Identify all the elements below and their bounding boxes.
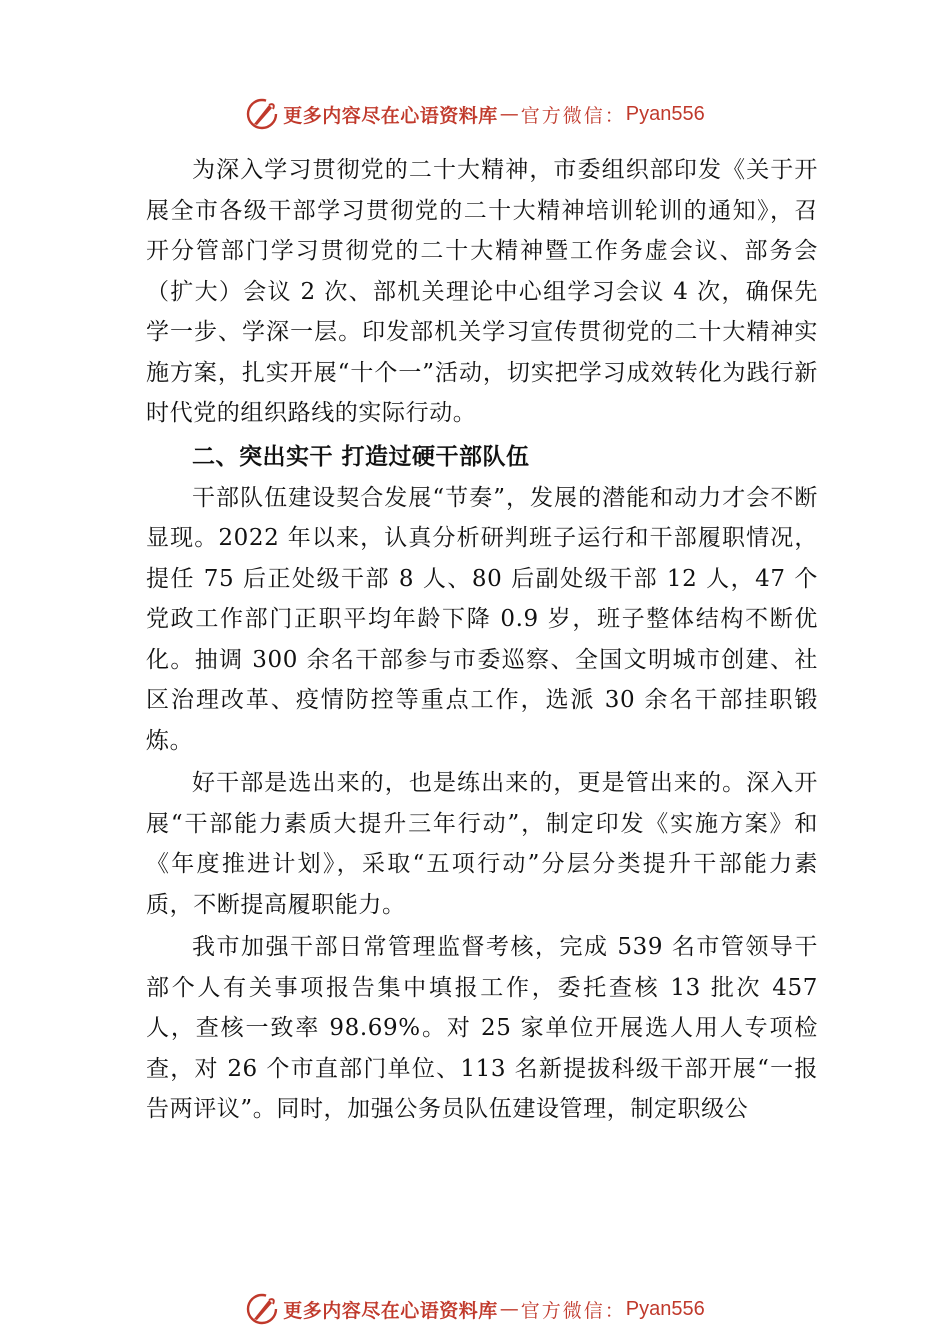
footer-brand-text: 更多内容尽在心语资料库 (283, 1299, 498, 1322)
quill-pen-logo-icon (245, 1292, 279, 1326)
paragraph-cadre-team: 干部队伍建设契合发展“节奏”，发展的潜能和动力才会不断显现。2022 年以来，认真分析研判班子运行和干部履职情况，提任 75 后正处级干部 8 人、80 后副处级干部 12 人，47 个党政工作部门正职平均年龄下降 0.9 岁，班子整体结构不断优化。抽调 300 余名干部参与市委巡察、全国文明城市创建、社区治理改革、疫情防控等重点工作，选派 30 余名干部挂职锻炼。 (146, 484, 818, 754)
document-body (146, 150, 818, 1130)
header-banner (0, 94, 950, 134)
quill-pen-logo-icon (245, 97, 279, 131)
footer-banner (0, 1289, 950, 1329)
footer-official-label: 官方微信： (520, 1299, 626, 1322)
banner-wechat-id: Pyan556 (625, 102, 705, 125)
paragraph-good-cadres: 好干部是选出来的，也是练出来的，更是管出来的。深入开展“干部能力素质大提升三年行动”，制定印发《实施方案》和《年度推进计划》，采取“五项行动”分层分类提升干部能力素质，不断提高履职能力。 (146, 770, 818, 918)
footer-dash: — (499, 1298, 519, 1320)
paragraph-supervision: 我市加强干部日常管理监督考核，完成 539 名市管领导干部个人有关事项报告集中填报工作，委托查核 13 批次 457 人，查核一致率 98.69%。对 25 家单位开展选人用人专项检查，对 26 个市直部门单位、113 名新提拔科级干部开展“一报告两评议”。同时，加强公务员队伍建设管理，制定职级公 (146, 934, 818, 1122)
footer-wechat-id: Pyan556 (625, 1297, 705, 1320)
paragraph-study-spirit: 为深入学习贯彻党的二十大精神，市委组织部印发《关于开展全市各级干部学习贯彻党的二十大精神培训轮训的通知》，召开分管部门学习贯彻党的二十大精神暨工作务虚会议、部务会（扩大）会议 2 次、部机关理论中心组学习会议 4 次，确保先学一步、学深一层。印发部机关学习宣传贯彻党的二十大精神实施方案，扎实开展“十个一”活动，切实把学习成效转化为践行新时代党的组织路线的实际行动。 (146, 157, 818, 426)
section-heading-two: 二、突出实干 打造过硬干部队伍 (192, 443, 530, 470)
banner-official-label: 官方微信： (520, 104, 626, 127)
banner-dash: — (499, 103, 519, 125)
banner-brand-text: 更多内容尽在心语资料库 (283, 104, 498, 127)
